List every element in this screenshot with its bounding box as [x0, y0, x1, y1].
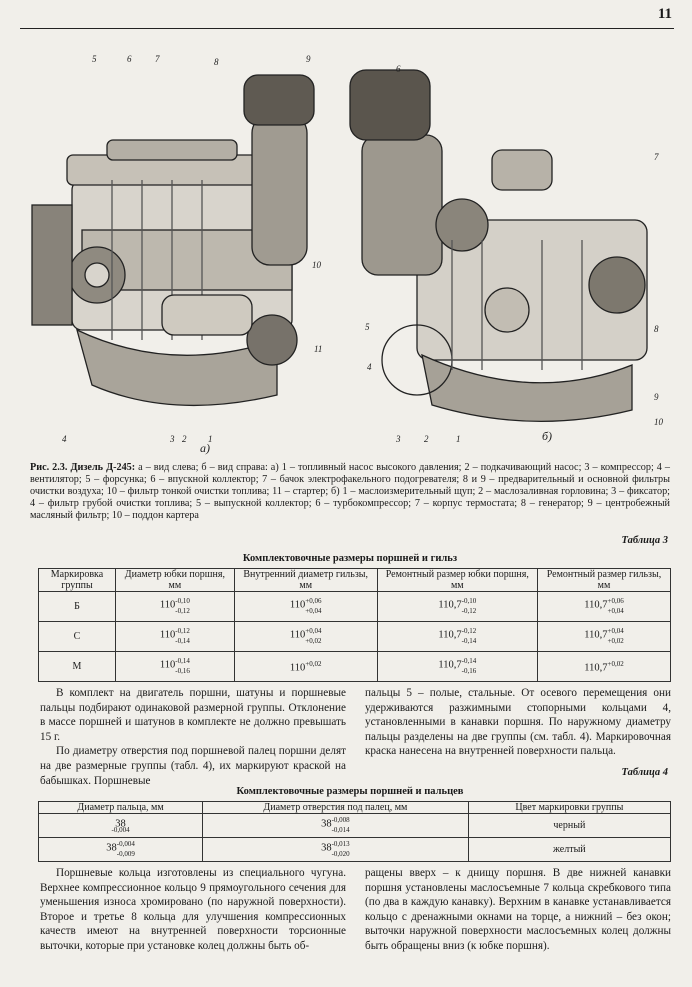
table3-group: М	[39, 652, 116, 682]
table4-value: 38 -0,004	[111, 818, 130, 835]
paragraph: Поршневые кольца изготовлены из специального чугуна. Верхнее компрессионное кольцо 9 прямоугольного сечения для уменьшения износа хромировано (по наружной поверхности). Второе и третье 8 кольца для улучшения компрессионных качеств имеют на внутренней поверхности торсионные выточки, которые при установке колец должны быть об-	[40, 867, 346, 952]
caption-text: а – вид слева; б – вид справа: а) 1 – топливный насос высокого давления; 2 – подкачивающий насос; 3 – компрессор; 4 – вентилятор; 5 – форсунка; 6 – впускной коллектор; 7 – бачок электрофакельного подогревателя; 8 и 9 – предварительный и основной фильтры очистки воздуха; 10 – фильтр тонкой очистки топлива; 11 – стартер; б) 1 – маслоизмерительный щуп; 2 – маслозаливная горловина; 3 – фиксатор; 4 – фильтр грубой очистки топлива; 5 – выпускной коллектор; 6 – турбокомпрессор; 7 – корпус термостата; 8 – генератор; 9 – центробежный масляный фильтр; 10 – поддон картера	[30, 462, 670, 522]
bottom-right-text	[365, 866, 671, 954]
table3-group: С	[39, 622, 116, 652]
table3-title: Комплектовочные размеры поршней и гильз	[242, 553, 458, 564]
table4-header: Диаметр пальца, мм	[39, 802, 203, 814]
table4-header: Цвет маркировки группы	[468, 802, 670, 814]
callout-right-2: 2	[424, 434, 429, 444]
callout-right-7: 7	[654, 152, 659, 162]
table4-label: Таблица 4	[621, 767, 668, 778]
callout-left-3: 3	[170, 434, 175, 444]
table3-header: Ремонтный размер юбки поршня, мм	[377, 569, 537, 592]
callout-left-4: 4	[62, 434, 67, 444]
paragraph: пальцы 5 – полые, стальные. От осевого перемещения они удерживаются разжимными стопорными кольцами 4, установленными в канавки поршня. По наружному диаметру пальцы разделены на две группы (см. табл. 4). Маркировочная краска нанесена на внутренней поверхности пальца.	[365, 687, 671, 758]
table3-label: Таблица 3	[621, 535, 668, 546]
paragraph: По диаметру отверстия под поршневой палец поршни делят на две размерные группы (табл. 4), их маркируют краской на бабышках. Поршневые	[40, 745, 346, 787]
callout-right-9: 9	[654, 392, 659, 402]
callout-left-8: 8	[214, 57, 219, 67]
header-rule	[20, 28, 674, 29]
figure-label-a: а)	[200, 441, 210, 455]
table3-group: Б	[39, 592, 116, 622]
table-row	[39, 652, 671, 682]
table4-header-row	[39, 802, 671, 814]
table3-value: $110,7^{+0,06}$ +0,04	[584, 596, 624, 616]
callout-right-8: 8	[654, 324, 659, 334]
table3-header: Диаметр юбки поршня, мм	[116, 569, 235, 592]
table3-header-row	[39, 569, 671, 592]
table4-value: $38^{-0,004}$ -0,009	[106, 839, 135, 859]
table3-value: $110^{+0,02}$	[289, 659, 322, 674]
table3-value: $110^{-0,12}$ -0,14	[159, 626, 190, 646]
table3-header: Внутренний диаметр гильзы, мм	[234, 569, 377, 592]
table-row	[39, 622, 671, 652]
callout-right-4: 4	[367, 362, 372, 372]
table3-value: $110^{+0,04}$ +0,02	[289, 626, 322, 646]
callout-left-10: 10	[312, 260, 321, 270]
callout-left-1: 1	[208, 434, 213, 444]
callout-right-1: 1	[456, 434, 461, 444]
table3-value: $110,7^{-0,10}$ -0,12	[438, 596, 477, 616]
table-row	[39, 838, 671, 862]
callout-left-11: 11	[314, 344, 323, 354]
middle-right-text	[365, 686, 671, 759]
table3-value: $110,7^{-0,12}$ -0,14	[438, 626, 477, 646]
table4	[38, 801, 671, 862]
engine-figure	[22, 40, 672, 455]
caption-lead: Рис. 2.3. Дизель Д-245:	[30, 462, 136, 473]
table3-value: $110,7^{+0,04}$ +0,02	[584, 626, 624, 646]
table4-value: $38^{-0,008}$ -0,014	[321, 815, 350, 835]
table4-color: черный	[468, 814, 670, 838]
callout-right-6: 6	[396, 64, 401, 74]
table4-header: Диаметр отверстия под палец, мм	[203, 802, 469, 814]
figure-label-b: б)	[542, 429, 553, 443]
table4-color: желтый	[468, 838, 670, 862]
table3-header: Ремонтный размер гильзы, мм	[537, 569, 670, 592]
bottom-left-text	[40, 866, 346, 954]
table3-value: $110^{+0,06}$ +0,04	[289, 596, 322, 616]
table3-value: $110^{-0,14}$ -0,16	[159, 656, 190, 676]
table-row	[39, 592, 671, 622]
engine-left-view	[32, 75, 314, 405]
callout-right-3: 3	[396, 434, 401, 444]
paragraph: ращены вверх – к днищу поршня. В две нижней канавки поршня установлены маслосъемные 7 кольца скребкового типа (по два в каждую канавку). Верхним в канавке устанавливается кольцо с дренажными окнами на торце, а нижний – без окон; выточки наружной поверхности маслосъемных колец должны быть обращены вниз (к юбке поршня).	[365, 867, 671, 952]
callout-left-2: 2	[182, 434, 187, 444]
engine-right-view	[350, 70, 647, 421]
callout-right-10: 10	[654, 417, 663, 427]
figure-caption	[30, 462, 670, 522]
table3-value: $110^{-0,10}$ -0,12	[159, 596, 190, 616]
callout-right-5: 5	[365, 322, 370, 332]
table3-value: $110,7^{+0,02}$	[584, 659, 624, 674]
callout-left-9: 9	[306, 54, 311, 64]
table-row	[39, 814, 671, 838]
callout-left-5: 5	[92, 54, 97, 64]
table4-title: Комплектовочные размеры поршней и пальцев	[236, 786, 464, 797]
callout-left-7: 7	[155, 54, 160, 64]
table3-value: $110,7^{-0,14}$ -0,16	[438, 656, 477, 676]
table4-value: $38^{-0,013}$ -0,020	[321, 839, 350, 859]
table3	[38, 568, 671, 682]
callout-left-6: 6	[127, 54, 132, 64]
table3-header: Маркировка группы	[39, 569, 116, 592]
page-number: 11	[657, 6, 672, 22]
engine-illustration	[22, 40, 672, 455]
middle-left-text	[40, 686, 346, 788]
paragraph: В комплект на двигатель поршни, шатуны и поршневые пальцы подбирают одинаковой размерной группы. Отклонение в массе поршней и шатунов в комплекте не должно превышать 15 г.	[40, 687, 346, 743]
